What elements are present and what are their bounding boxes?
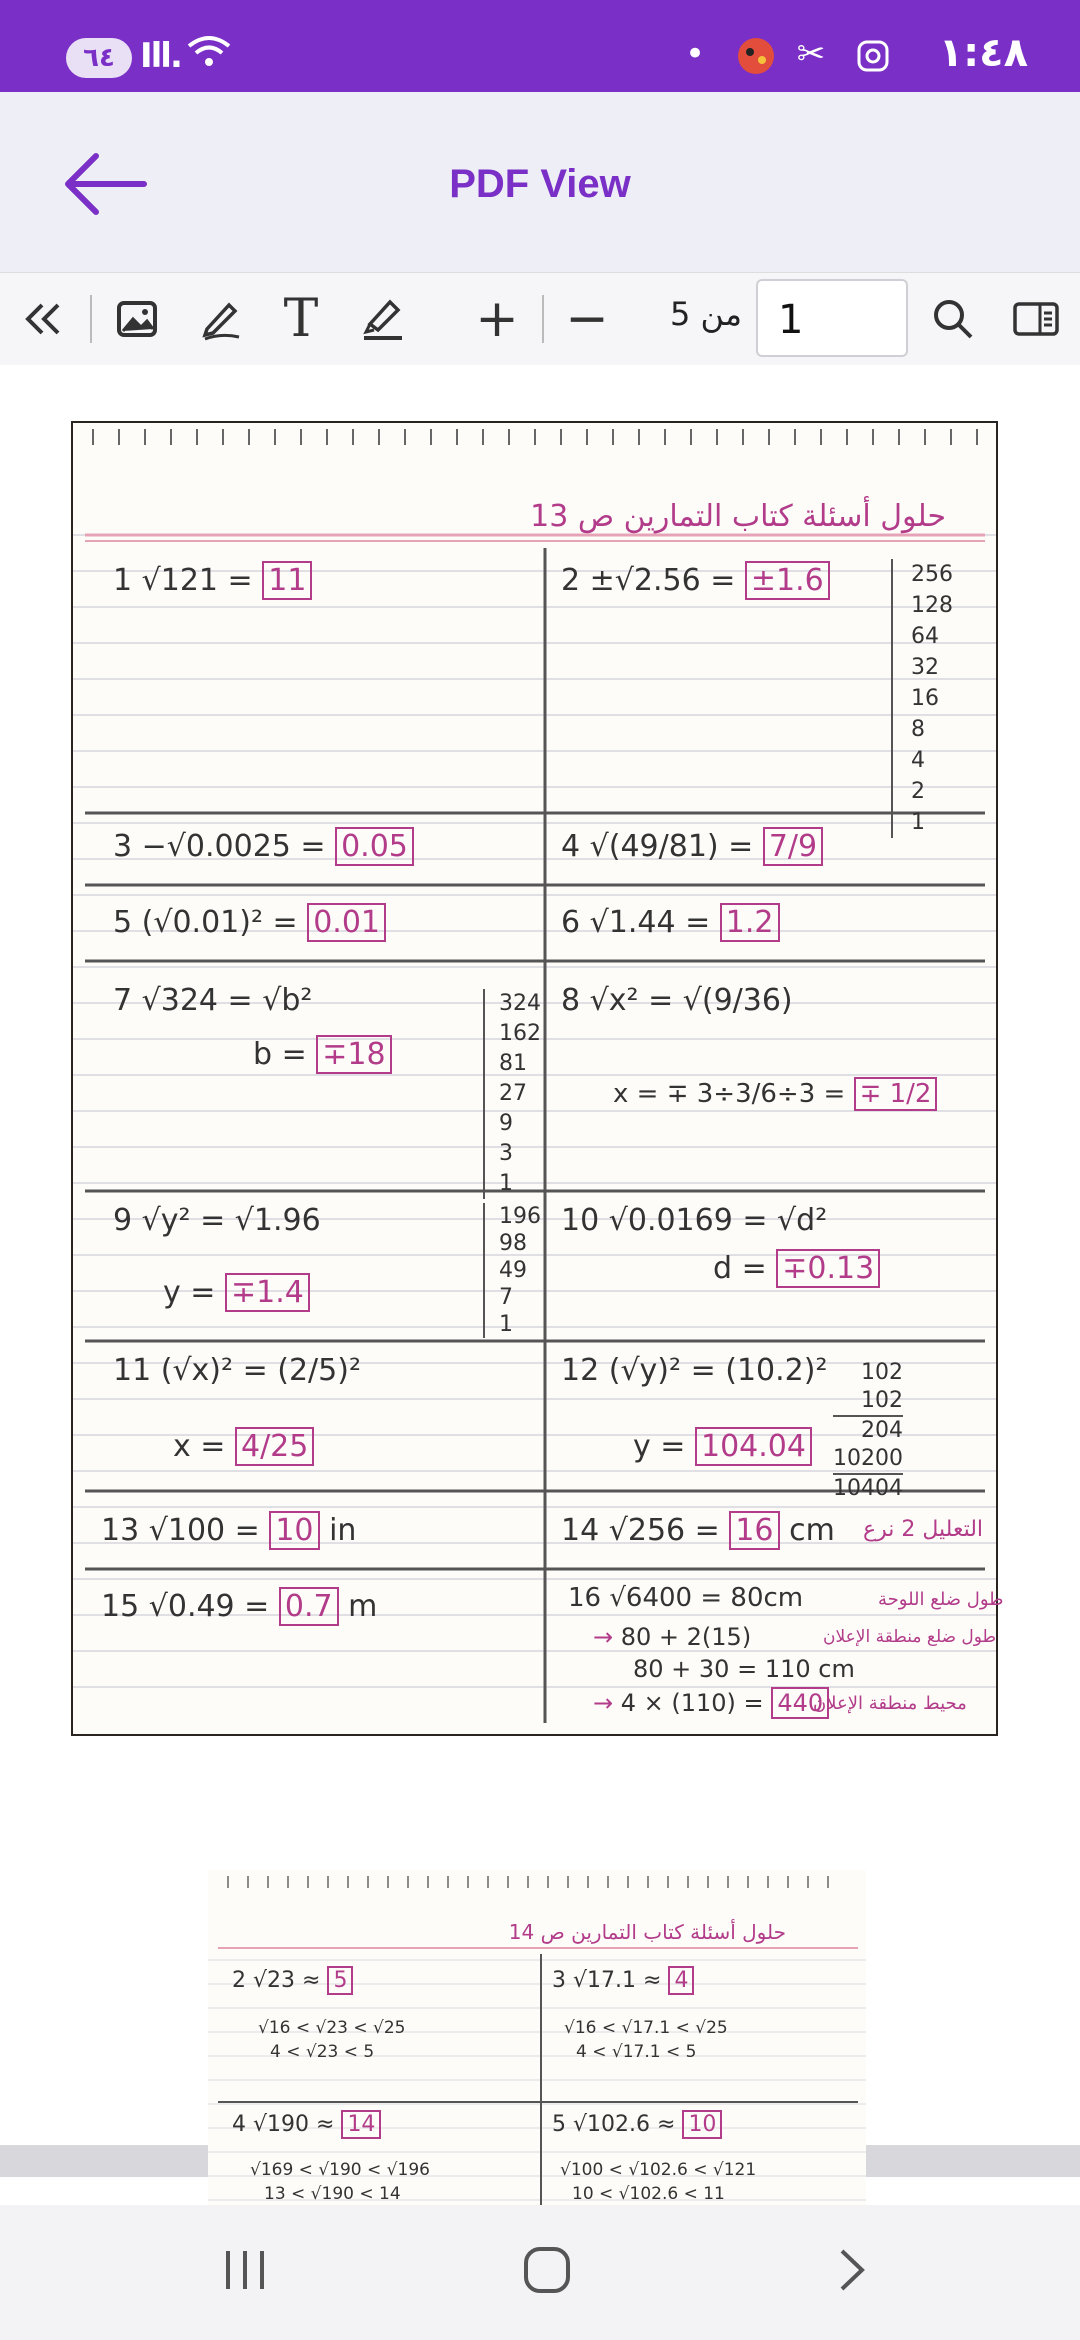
page-title: PDF View	[449, 162, 631, 206]
note-16b: طول ضلع منطقة الإعلان	[823, 1627, 997, 1647]
p2-problem-5-l1: √100 < √102.6 < √121	[560, 2160, 757, 2180]
zoom-in-icon[interactable]: +	[475, 289, 519, 349]
problem-expr: (√x)² = (2/5)²	[160, 1353, 361, 1388]
problem-number: 5	[113, 905, 133, 940]
factor-value: 324	[499, 991, 541, 1016]
answer-box: 4/25	[235, 1427, 314, 1466]
mult-line: 10200	[833, 1445, 903, 1475]
problem-9-result	[163, 1275, 310, 1310]
note-14: التعليل 2 نرع	[863, 1517, 984, 1542]
pen-icon[interactable]	[196, 287, 246, 351]
problem-sub: x =	[173, 1429, 226, 1464]
problem-sub: y =	[633, 1429, 686, 1464]
problem-sub: d =	[713, 1251, 767, 1286]
answer-box: 0.7	[279, 1587, 339, 1626]
factor-value: 1	[499, 1312, 513, 1337]
back-nav-icon[interactable]	[826, 2245, 876, 2299]
p2-problem-5-l2: 10 < √102.6 < 11	[572, 2184, 725, 2204]
problem-number: 5	[552, 2112, 566, 2137]
answer-box: 440	[771, 1687, 829, 1719]
problem-16-step3: → 4 × (110) = 440	[593, 1689, 829, 1717]
factor-value: 49	[499, 1258, 527, 1283]
note-16a: طول ضلع اللوحة	[878, 1589, 1004, 1610]
problem-expr: √17.1 ≈	[573, 1968, 662, 1993]
problem-sub: x = ∓ 3÷3/6÷3 =	[613, 1079, 846, 1109]
factor-value: 196	[499, 1204, 541, 1229]
problem-10-result	[713, 1251, 880, 1286]
p2-problem-3-l2: 4 < √17.1 < 5	[576, 2042, 697, 2062]
problem-8-result	[613, 1079, 937, 1109]
problem-expr: −√0.0025 =	[141, 829, 326, 864]
answer-box: 5	[327, 1966, 353, 1995]
problem-number: 13	[101, 1513, 140, 1548]
pdf-toolbar	[0, 272, 1080, 366]
problem-expr: √121 =	[141, 563, 253, 598]
page-total-label: من 5	[670, 295, 743, 333]
signal-icon: Ill.	[140, 36, 181, 76]
p2-problem-5	[552, 2112, 722, 2137]
unit: m	[348, 1589, 378, 1624]
answer-box: 11	[262, 561, 312, 600]
pdf-page-2	[208, 1870, 866, 2205]
wifi-icon	[186, 34, 232, 77]
problem-8	[561, 983, 793, 1018]
factor-value: 9	[499, 1111, 513, 1136]
app-icon	[736, 36, 776, 76]
pdf-page-1	[73, 423, 1004, 1734]
problem-10	[561, 1203, 827, 1238]
factor-value: 4	[911, 748, 925, 773]
answer-box: ∓0.13	[776, 1249, 880, 1288]
unit: in	[329, 1513, 357, 1548]
answer-box: 4	[668, 1966, 694, 1995]
mult-line: 10404	[833, 1476, 903, 1501]
answer-box: 0.01	[307, 903, 386, 942]
recents-icon[interactable]	[220, 2245, 270, 2299]
answer-box: 1.2	[720, 903, 780, 942]
problem-15	[101, 1589, 377, 1624]
page-2-heading: حلول أسئلة كتاب التمارين ص 14	[508, 1920, 786, 1944]
highlighter-icon[interactable]	[358, 287, 408, 351]
factor-table-2	[891, 559, 953, 838]
problem-16-step1: → 80 + 2(15)	[593, 1623, 752, 1651]
problem-expr: √324 = √b²	[141, 983, 313, 1018]
image-icon[interactable]	[112, 287, 162, 351]
problem-11-result	[173, 1429, 314, 1464]
problem-4	[561, 829, 823, 864]
problem-2	[561, 563, 830, 598]
problem-number: 4	[232, 2112, 246, 2137]
problem-number: 3	[113, 829, 133, 864]
problem-16-step2: 80 + 30 = 110 cm	[633, 1655, 855, 1683]
problem-number: 8	[561, 983, 581, 1018]
note-16c: محيط منطقة الإعلان	[813, 1693, 967, 1714]
instagram-icon	[856, 39, 890, 73]
p2-problem-2-l1: √16 < √23 < √25	[258, 2018, 406, 2038]
problem-14	[561, 1513, 835, 1548]
p2-problem-3-l1: √16 < √17.1 < √25	[564, 2018, 728, 2038]
problem-number: 10	[561, 1203, 600, 1238]
problem-expr: √102.6 ≈	[573, 2112, 676, 2137]
battery-indicator: ٦٤	[66, 38, 132, 78]
p2-problem-2	[232, 1968, 353, 1993]
factor-value: 81	[499, 1051, 527, 1076]
problem-expr: √y² = √1.96	[141, 1203, 321, 1238]
problem-expr: (√0.01)² =	[141, 905, 298, 940]
problem-number: 9	[113, 1203, 133, 1238]
problem-9	[113, 1203, 321, 1238]
system-nav-bar	[0, 2205, 1080, 2340]
factor-value: 1	[499, 1171, 513, 1196]
problem-number: 1	[113, 563, 133, 598]
problem-sub: y =	[163, 1275, 216, 1310]
answer-box: 104.04	[695, 1427, 812, 1466]
factor-value: 8	[911, 717, 925, 742]
factor-value: 256	[911, 562, 953, 587]
problem-expr: √6400 = 80cm	[609, 1583, 804, 1613]
problem-11	[113, 1353, 361, 1388]
p2-problem-3	[552, 1968, 694, 1993]
problem-expr: √190 ≈	[253, 2112, 335, 2137]
problem-sub: b =	[253, 1037, 307, 1072]
p2-problem-4	[232, 2112, 381, 2137]
problem-number: 15	[101, 1589, 140, 1624]
missed-call-icon: ✂	[796, 34, 836, 74]
problem-number: 4	[561, 829, 581, 864]
mult-line: 204	[861, 1418, 903, 1443]
factor-value: 3	[499, 1141, 513, 1166]
factor-value: 2	[911, 779, 925, 804]
mult-line: 102	[861, 1360, 903, 1385]
problem-sub: 4 × (110) =	[620, 1689, 764, 1717]
answer-box: ∓18	[316, 1035, 391, 1074]
problem-12-result	[633, 1429, 812, 1464]
clock: ١:٤٨	[938, 30, 1028, 76]
factor-value: 64	[911, 624, 939, 649]
problem-number: 2	[561, 563, 581, 598]
answer-box: 14	[341, 2110, 381, 2139]
factor-value: 1	[911, 810, 925, 835]
problem-expr: √100 =	[148, 1513, 260, 1548]
problem-expr: √1.44 =	[589, 905, 711, 940]
answer-box: 0.05	[335, 827, 414, 866]
text-tool-icon[interactable]: T	[283, 289, 319, 349]
app-header	[0, 92, 1080, 272]
problem-number: 2	[232, 1968, 246, 1993]
problem-number: 6	[561, 905, 581, 940]
unit: cm	[789, 1513, 835, 1548]
factor-value: 128	[911, 593, 953, 618]
factor-value: 27	[499, 1081, 527, 1106]
factor-table-9	[483, 1203, 541, 1338]
problem-number: 16	[568, 1583, 602, 1613]
factor-table-7	[483, 989, 541, 1199]
page-number-input[interactable]: 1	[756, 279, 908, 357]
factor-value: 32	[911, 655, 939, 680]
problem-expr: √0.49 =	[148, 1589, 270, 1624]
problem-12	[561, 1353, 827, 1388]
answer-box: ±1.6	[745, 561, 830, 600]
problem-number: 14	[561, 1513, 600, 1548]
mult-line: 102	[833, 1387, 903, 1417]
problem-number: 3	[552, 1968, 566, 1993]
problem-1	[113, 563, 312, 598]
problem-13	[101, 1513, 356, 1548]
problem-expr: √x² = √(9/36)	[589, 983, 793, 1018]
problem-16	[568, 1583, 803, 1613]
problem-expr: √256 =	[608, 1513, 720, 1548]
page-heading: حلول أسئلة كتاب التمارين ص 13	[530, 499, 946, 534]
problem-expr: √23 ≈	[253, 1968, 321, 1993]
problem-number: 7	[113, 983, 133, 1018]
notification-icons	[685, 34, 890, 76]
problem-5	[113, 905, 386, 940]
answer-box: 16	[729, 1511, 779, 1550]
factor-value: 16	[911, 686, 939, 711]
problem-sub: 80 + 2(15)	[620, 1623, 752, 1651]
problem-3	[113, 829, 414, 864]
p2-problem-2-l2: 4 < √23 < 5	[270, 2042, 375, 2062]
problem-expr: (√y)² = (10.2)²	[608, 1353, 828, 1388]
collapse-icon[interactable]	[18, 287, 68, 351]
problem-expr: √(49/81) =	[589, 829, 754, 864]
factor-value: 162	[499, 1021, 541, 1046]
answer-box: ∓ 1/2	[854, 1077, 938, 1111]
problem-7	[113, 983, 312, 1018]
sidebar-toggle-icon[interactable]	[1008, 287, 1064, 351]
search-icon[interactable]	[928, 287, 978, 351]
problem-number: 11	[113, 1353, 152, 1388]
zoom-out-icon[interactable]: −	[565, 289, 609, 349]
home-icon[interactable]	[522, 2245, 572, 2299]
answer-box: ∓1.4	[225, 1273, 310, 1312]
problem-6	[561, 905, 780, 940]
answer-box: 10	[682, 2110, 722, 2139]
problem-number: 12	[561, 1353, 600, 1388]
factor-value: 98	[499, 1231, 527, 1256]
problem-expr: ±√2.56 =	[589, 563, 736, 598]
pdf-viewer[interactable]	[0, 365, 1080, 2205]
answer-box: 7/9	[763, 827, 823, 866]
p2-problem-4-l1: √169 < √190 < √196	[250, 2160, 430, 2180]
multiplication-work	[833, 1359, 903, 1503]
status-bar	[0, 0, 1080, 92]
problem-expr: √0.0169 = √d²	[608, 1203, 828, 1238]
factor-value: 7	[499, 1285, 513, 1310]
answer-box: 10	[269, 1511, 319, 1550]
p2-problem-4-l2: 13 < √190 < 14	[264, 2184, 401, 2204]
problem-7-result	[253, 1037, 392, 1072]
dot-icon: •	[685, 34, 716, 74]
